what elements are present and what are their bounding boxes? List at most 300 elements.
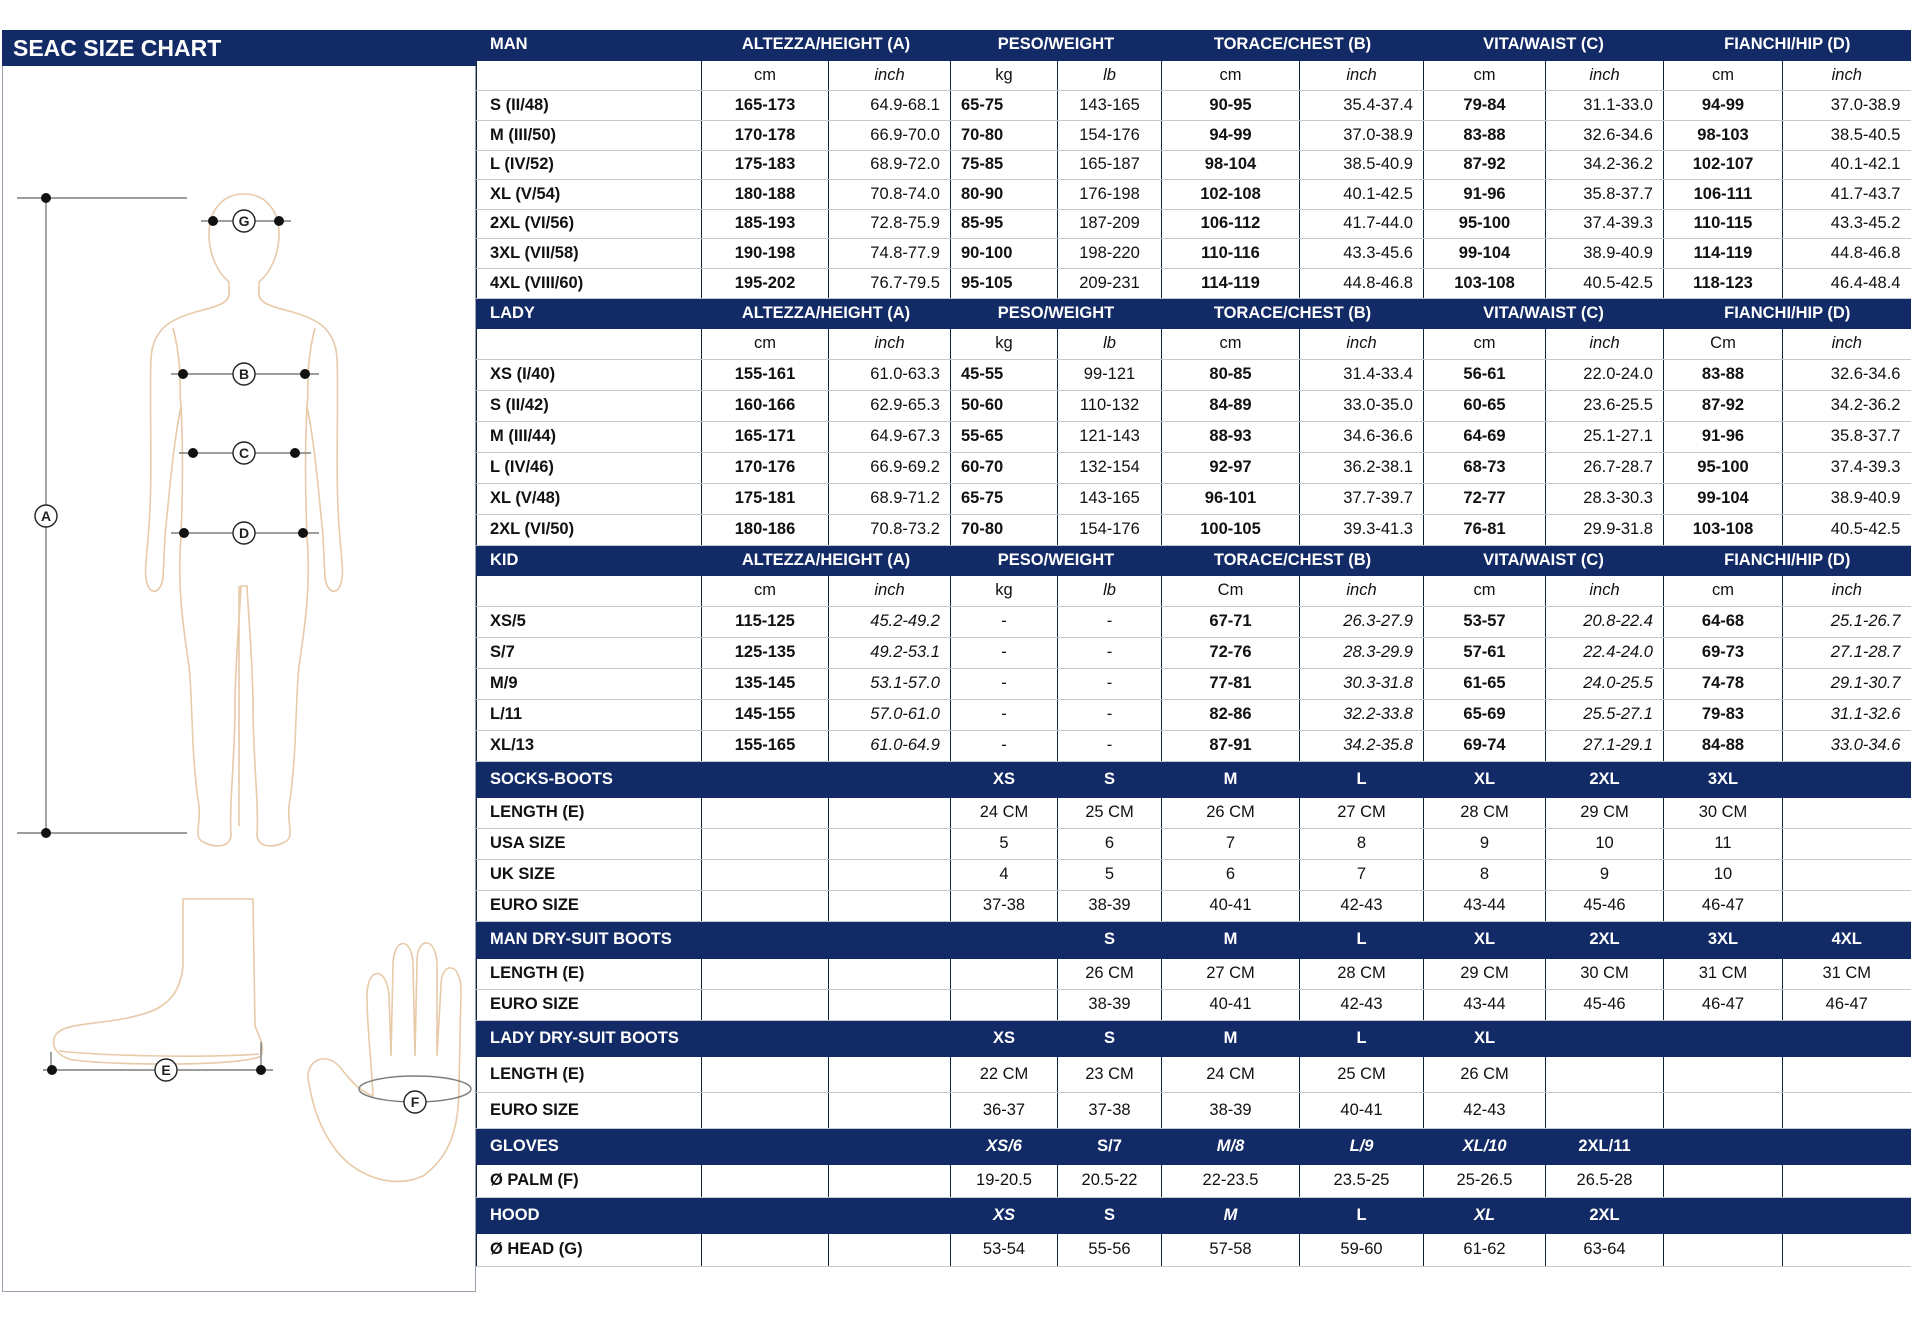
lady-cell: 155-161 bbox=[702, 359, 829, 390]
lady-size-row bbox=[477, 514, 1911, 545]
gloves-cell bbox=[702, 1164, 829, 1197]
man_dry_boots-size-header: M bbox=[1162, 921, 1300, 958]
kid-cell: 27.1-28.7 bbox=[1783, 637, 1911, 668]
hood-size-header: L bbox=[1300, 1197, 1424, 1233]
hood-header-row bbox=[477, 1197, 1911, 1233]
man-size-row bbox=[477, 209, 1911, 238]
gloves-size-header bbox=[1783, 1128, 1911, 1164]
man-cell: 110-116 bbox=[1162, 238, 1300, 268]
man-cell: 72.8-75.9 bbox=[829, 209, 951, 238]
hood-cell: 61-62 bbox=[1424, 1233, 1546, 1266]
hood-size-header bbox=[1783, 1197, 1911, 1233]
man-cell: 41.7-43.7 bbox=[1783, 179, 1911, 209]
lady-cell: 38.9-40.9 bbox=[1783, 483, 1911, 514]
lady-cell: 22.0-24.0 bbox=[1546, 359, 1664, 390]
lady-cell: 110-132 bbox=[1058, 390, 1162, 421]
lady-cell: 121-143 bbox=[1058, 421, 1162, 452]
hood-cell bbox=[702, 1233, 829, 1266]
man_dry_boots-cell: 30 CM bbox=[1546, 958, 1664, 989]
socks_boots-size-header bbox=[702, 761, 829, 797]
lady_dry_boots-row-label: LENGTH (E) bbox=[477, 1056, 702, 1092]
kid-size-row bbox=[477, 606, 1911, 637]
hood-size-header: S bbox=[1058, 1197, 1162, 1233]
man-cell: 34.2-36.2 bbox=[1546, 150, 1664, 179]
gloves-cell bbox=[1783, 1164, 1911, 1197]
lady-cell: 36.2-38.1 bbox=[1300, 452, 1424, 483]
gloves-cell bbox=[829, 1164, 951, 1197]
kid-cell: 61.0-64.9 bbox=[829, 730, 951, 761]
kid-unit-label: Cm bbox=[1162, 575, 1300, 606]
hood-cell bbox=[1664, 1233, 1783, 1266]
lady-cell: 84-89 bbox=[1162, 390, 1300, 421]
socks_boots-cell bbox=[829, 828, 951, 859]
socks_boots-cell: 46-47 bbox=[1664, 890, 1783, 921]
lady-cell: 60-65 bbox=[1424, 390, 1546, 421]
man-cell: 43.3-45.2 bbox=[1783, 209, 1911, 238]
kid-cell: - bbox=[1058, 699, 1162, 730]
kid-cell: 20.8-22.4 bbox=[1546, 606, 1664, 637]
hood-cell: 57-58 bbox=[1162, 1233, 1300, 1266]
socks_boots-cell: 24 CM bbox=[951, 797, 1058, 828]
lady_dry_boots-cell: 23 CM bbox=[1058, 1056, 1162, 1092]
kid-cell: 69-73 bbox=[1664, 637, 1783, 668]
lady_dry_boots-cell: 40-41 bbox=[1300, 1092, 1424, 1128]
man-size-row bbox=[477, 120, 1911, 150]
lady-cell: 95-100 bbox=[1664, 452, 1783, 483]
man-cell: 175-183 bbox=[702, 150, 829, 179]
size-chart-table bbox=[476, 30, 1911, 1267]
socks_boots-cell: 6 bbox=[1058, 828, 1162, 859]
man-cell: 91-96 bbox=[1424, 179, 1546, 209]
lady-column-header: PESO/WEIGHT bbox=[951, 298, 1162, 328]
lady-cell: 25.1-27.1 bbox=[1546, 421, 1664, 452]
lady_dry_boots-cell bbox=[829, 1056, 951, 1092]
socks_boots-cell: 7 bbox=[1162, 828, 1300, 859]
man-size-row bbox=[477, 238, 1911, 268]
svg-text:C: C bbox=[238, 445, 250, 461]
lady-cell: S (II/42) bbox=[477, 390, 702, 421]
man_dry_boots-header-row bbox=[477, 921, 1911, 958]
body-outline-figure bbox=[146, 194, 343, 846]
man-cell: 65-75 bbox=[951, 90, 1058, 120]
kid-cell: 64-68 bbox=[1664, 606, 1783, 637]
kid-cell: 28.3-29.9 bbox=[1300, 637, 1424, 668]
man-header-row bbox=[477, 30, 1911, 60]
marker-f bbox=[404, 1091, 426, 1113]
lady-cell: 65-75 bbox=[951, 483, 1058, 514]
man-cell: 37.4-39.3 bbox=[1546, 209, 1664, 238]
man-size-row bbox=[477, 179, 1911, 209]
socks_boots-cell bbox=[702, 828, 829, 859]
lady-size-row bbox=[477, 359, 1911, 390]
lady_dry_boots-row bbox=[477, 1056, 1911, 1092]
lady-cell: 37.4-39.3 bbox=[1783, 452, 1911, 483]
gloves-size-header: XS/6 bbox=[951, 1128, 1058, 1164]
socks_boots-section-title: SOCKS-BOOTS bbox=[477, 761, 702, 797]
socks_boots-size-header bbox=[829, 761, 951, 797]
lady_dry_boots-cell bbox=[829, 1092, 951, 1128]
kid-cell: 25.5-27.1 bbox=[1546, 699, 1664, 730]
man_dry_boots-cell bbox=[829, 958, 951, 989]
socks_boots-row-label: LENGTH (E) bbox=[477, 797, 702, 828]
man_dry_boots-cell: 46-47 bbox=[1664, 989, 1783, 1020]
measurement-diagram-panel bbox=[2, 66, 476, 1292]
man_dry_boots-size-header: S bbox=[1058, 921, 1162, 958]
man-cell: 185-193 bbox=[702, 209, 829, 238]
man-cell: 83-88 bbox=[1424, 120, 1546, 150]
socks_boots-cell: 37-38 bbox=[951, 890, 1058, 921]
kid-column-header: ALTEZZA/HEIGHT (A) bbox=[702, 545, 951, 575]
hood-size-header bbox=[702, 1197, 829, 1233]
kid-cell: 72-76 bbox=[1162, 637, 1300, 668]
kid-cell: - bbox=[1058, 606, 1162, 637]
lady-unit-label: inch bbox=[1783, 328, 1911, 359]
kid-column-header: TORACE/CHEST (B) bbox=[1162, 545, 1424, 575]
man-cell: 4XL (VIII/60) bbox=[477, 268, 702, 298]
lady-cell: 165-171 bbox=[702, 421, 829, 452]
kid-section-title: KID bbox=[477, 545, 702, 575]
socks_boots-size-header: S bbox=[1058, 761, 1162, 797]
lady_dry_boots-size-header: XL bbox=[1424, 1020, 1546, 1056]
kid-cell: 82-86 bbox=[1162, 699, 1300, 730]
man_dry_boots-cell: 29 CM bbox=[1424, 958, 1546, 989]
socks_boots-row-label: USA SIZE bbox=[477, 828, 702, 859]
lady_dry_boots-cell bbox=[1546, 1056, 1664, 1092]
socks_boots-cell: 7 bbox=[1300, 859, 1424, 890]
hood-row-label: Ø HEAD (G) bbox=[477, 1233, 702, 1266]
marker-g bbox=[233, 210, 255, 232]
lady-cell: 70.8-73.2 bbox=[829, 514, 951, 545]
kid-unit-label: cm bbox=[1424, 575, 1546, 606]
lady-cell: 88-93 bbox=[1162, 421, 1300, 452]
lady_dry_boots-size-header: S bbox=[1058, 1020, 1162, 1056]
hand-outline-figure bbox=[308, 943, 461, 1182]
man_dry_boots-size-header: 3XL bbox=[1664, 921, 1783, 958]
hood-cell: 63-64 bbox=[1546, 1233, 1664, 1266]
kid-cell: 57.0-61.0 bbox=[829, 699, 951, 730]
lady-size-row bbox=[477, 452, 1911, 483]
man-cell: 95-100 bbox=[1424, 209, 1546, 238]
kid-cell: - bbox=[1058, 668, 1162, 699]
man_dry_boots-size-header: XL bbox=[1424, 921, 1546, 958]
man-cell: 38.9-40.9 bbox=[1546, 238, 1664, 268]
man-cell: 106-112 bbox=[1162, 209, 1300, 238]
lady-cell: 99-104 bbox=[1664, 483, 1783, 514]
socks_boots-cell bbox=[1783, 890, 1911, 921]
socks_boots-row bbox=[477, 828, 1911, 859]
lady-cell: 31.4-33.4 bbox=[1300, 359, 1424, 390]
man-column-header: VITA/WAIST (C) bbox=[1424, 30, 1664, 60]
man-cell: 143-165 bbox=[1058, 90, 1162, 120]
kid-unit-label: inch bbox=[1546, 575, 1664, 606]
man_dry_boots-size-header: 2XL bbox=[1546, 921, 1664, 958]
lady-size-row bbox=[477, 421, 1911, 452]
socks_boots-cell: 8 bbox=[1300, 828, 1424, 859]
lady-unit-label: cm bbox=[702, 328, 829, 359]
man-cell: 170-178 bbox=[702, 120, 829, 150]
gloves-cell: 23.5-25 bbox=[1300, 1164, 1424, 1197]
man_dry_boots-cell: 26 CM bbox=[1058, 958, 1162, 989]
man-column-header: TORACE/CHEST (B) bbox=[1162, 30, 1424, 60]
kid-cell: M/9 bbox=[477, 668, 702, 699]
man-cell: 76.7-79.5 bbox=[829, 268, 951, 298]
lady-cell: 32.6-34.6 bbox=[1783, 359, 1911, 390]
kid-cell: 77-81 bbox=[1162, 668, 1300, 699]
lady_dry_boots-size-header: M bbox=[1162, 1020, 1300, 1056]
lady-cell: 40.5-42.5 bbox=[1783, 514, 1911, 545]
lady-cell: M (III/44) bbox=[477, 421, 702, 452]
socks_boots-cell bbox=[702, 890, 829, 921]
man-cell: 110-115 bbox=[1664, 209, 1783, 238]
marker-a bbox=[35, 505, 57, 527]
kid-size-row bbox=[477, 637, 1911, 668]
kid-cell: 24.0-25.5 bbox=[1546, 668, 1664, 699]
man_dry_boots-section-title: MAN DRY-SUIT BOOTS bbox=[477, 921, 702, 958]
gloves-size-header: M/8 bbox=[1162, 1128, 1300, 1164]
man-unit-label: inch bbox=[829, 60, 951, 90]
man-unit-label: lb bbox=[1058, 60, 1162, 90]
lady_dry_boots-section-title: LADY DRY-SUIT BOOTS bbox=[477, 1020, 702, 1056]
man-cell: 41.7-44.0 bbox=[1300, 209, 1424, 238]
man-cell: 165-173 bbox=[702, 90, 829, 120]
kid-cell: 26.3-27.9 bbox=[1300, 606, 1424, 637]
man-cell: 94-99 bbox=[1162, 120, 1300, 150]
man-cell: 165-187 bbox=[1058, 150, 1162, 179]
lady_dry_boots-cell bbox=[1783, 1092, 1911, 1128]
lady_dry_boots-size-header: L bbox=[1300, 1020, 1424, 1056]
lady-cell: 170-176 bbox=[702, 452, 829, 483]
lady-cell: XS (I/40) bbox=[477, 359, 702, 390]
svg-text:G: G bbox=[238, 213, 250, 229]
man-cell: 98-103 bbox=[1664, 120, 1783, 150]
lady-cell: 45-55 bbox=[951, 359, 1058, 390]
man-cell: 35.8-37.7 bbox=[1546, 179, 1664, 209]
lady_dry_boots-size-header bbox=[1664, 1020, 1783, 1056]
lady-cell: 26.7-28.7 bbox=[1546, 452, 1664, 483]
socks_boots-cell: 40-41 bbox=[1162, 890, 1300, 921]
man-cell: 85-95 bbox=[951, 209, 1058, 238]
man_dry_boots-size-header bbox=[951, 921, 1058, 958]
man-cell: 40.5-42.5 bbox=[1546, 268, 1664, 298]
kid-cell: - bbox=[951, 637, 1058, 668]
man_dry_boots-cell: 43-44 bbox=[1424, 989, 1546, 1020]
socks_boots-cell: 29 CM bbox=[1546, 797, 1664, 828]
gloves-size-header: XL/10 bbox=[1424, 1128, 1546, 1164]
man_dry_boots-row bbox=[477, 989, 1911, 1020]
man-cell: 2XL (VI/56) bbox=[477, 209, 702, 238]
man_dry_boots-size-header bbox=[829, 921, 951, 958]
socks_boots-cell: 9 bbox=[1546, 859, 1664, 890]
lady-cell: 37.7-39.7 bbox=[1300, 483, 1424, 514]
kid-cell: 155-165 bbox=[702, 730, 829, 761]
socks_boots-cell bbox=[1783, 828, 1911, 859]
lady-unit-label: inch bbox=[1546, 328, 1664, 359]
man-cell: 44.8-46.8 bbox=[1300, 268, 1424, 298]
lady-cell: 92-97 bbox=[1162, 452, 1300, 483]
hood-cell: 59-60 bbox=[1300, 1233, 1424, 1266]
kid-cell: - bbox=[951, 606, 1058, 637]
lady-cell: 66.9-69.2 bbox=[829, 452, 951, 483]
man-cell: 37.0-38.9 bbox=[1783, 90, 1911, 120]
lady-cell: XL (V/48) bbox=[477, 483, 702, 514]
hood-section-title: HOOD bbox=[477, 1197, 702, 1233]
man_dry_boots-row-label: EURO SIZE bbox=[477, 989, 702, 1020]
lady-cell: 23.6-25.5 bbox=[1546, 390, 1664, 421]
man_dry_boots-row bbox=[477, 958, 1911, 989]
kid-cell: 84-88 bbox=[1664, 730, 1783, 761]
lady_dry_boots-cell bbox=[1664, 1092, 1783, 1128]
man-cell: 94-99 bbox=[1664, 90, 1783, 120]
gloves-cell bbox=[1664, 1164, 1783, 1197]
lady-cell: 34.6-36.6 bbox=[1300, 421, 1424, 452]
socks_boots-cell: 8 bbox=[1424, 859, 1546, 890]
kid-cell: 67-71 bbox=[1162, 606, 1300, 637]
boot-outline-figure bbox=[54, 899, 263, 1064]
man-column-header: PESO/WEIGHT bbox=[951, 30, 1162, 60]
kid-unit-label: cm bbox=[1664, 575, 1783, 606]
lady_dry_boots-cell bbox=[1546, 1092, 1664, 1128]
kid-unit-label: cm bbox=[702, 575, 829, 606]
chart-title: SEAC SIZE CHART bbox=[2, 30, 476, 66]
kid-cell: 31.1-32.6 bbox=[1783, 699, 1911, 730]
socks_boots-cell: 4 bbox=[951, 859, 1058, 890]
lady-unit-label: cm bbox=[1162, 328, 1300, 359]
kid-cell: 49.2-53.1 bbox=[829, 637, 951, 668]
kid-column-header: FIANCHI/HIP (D) bbox=[1664, 545, 1911, 575]
lady-cell: 87-92 bbox=[1664, 390, 1783, 421]
socks_boots-cell: 30 CM bbox=[1664, 797, 1783, 828]
kid-cell: 61-65 bbox=[1424, 668, 1546, 699]
lady_dry_boots-size-header bbox=[1546, 1020, 1664, 1056]
man-cell: 43.3-45.6 bbox=[1300, 238, 1424, 268]
lady-cell: 29.9-31.8 bbox=[1546, 514, 1664, 545]
man-units-row bbox=[477, 60, 1911, 90]
kid-cell: 45.2-49.2 bbox=[829, 606, 951, 637]
lady-cell: 83-88 bbox=[1664, 359, 1783, 390]
man-unit-label: cm bbox=[1424, 60, 1546, 90]
man-cell: 198-220 bbox=[1058, 238, 1162, 268]
man_dry_boots-size-header: L bbox=[1300, 921, 1424, 958]
socks_boots-cell: 43-44 bbox=[1424, 890, 1546, 921]
man-cell: L (IV/52) bbox=[477, 150, 702, 179]
hood-cell: 53-54 bbox=[951, 1233, 1058, 1266]
socks_boots-cell bbox=[1783, 797, 1911, 828]
gloves-header-row bbox=[477, 1128, 1911, 1164]
lady-cell: 60-70 bbox=[951, 452, 1058, 483]
svg-text:F: F bbox=[410, 1094, 420, 1110]
man-section-title: MAN bbox=[477, 30, 702, 60]
marker-c bbox=[233, 442, 255, 464]
gloves-size-header: 2XL/11 bbox=[1546, 1128, 1664, 1164]
man-cell: 195-202 bbox=[702, 268, 829, 298]
kid-unit-label: inch bbox=[829, 575, 951, 606]
kid-cell: XS/5 bbox=[477, 606, 702, 637]
socks_boots-size-header: M bbox=[1162, 761, 1300, 797]
svg-text:B: B bbox=[238, 366, 250, 382]
kid-unit-label: inch bbox=[1300, 575, 1424, 606]
kid-cell: 53.1-57.0 bbox=[829, 668, 951, 699]
man-cell: 37.0-38.9 bbox=[1300, 120, 1424, 150]
lady-unit-label: kg bbox=[951, 328, 1058, 359]
hood-size-header: 2XL bbox=[1546, 1197, 1664, 1233]
kid-unit-label: lb bbox=[1058, 575, 1162, 606]
man-cell: 180-188 bbox=[702, 179, 829, 209]
lady_dry_boots-cell: 24 CM bbox=[1162, 1056, 1300, 1092]
man-cell: 106-111 bbox=[1664, 179, 1783, 209]
socks_boots-cell: 42-43 bbox=[1300, 890, 1424, 921]
kid-header-row bbox=[477, 545, 1911, 575]
man_dry_boots-cell: 38-39 bbox=[1058, 989, 1162, 1020]
socks_boots-cell: 5 bbox=[951, 828, 1058, 859]
man-cell: 46.4-48.4 bbox=[1783, 268, 1911, 298]
gloves-cell: 19-20.5 bbox=[951, 1164, 1058, 1197]
lady-cell: 154-176 bbox=[1058, 514, 1162, 545]
man-cell: 99-104 bbox=[1424, 238, 1546, 268]
marker-b bbox=[233, 363, 255, 385]
lady-unit-label: inch bbox=[829, 328, 951, 359]
marker-d bbox=[233, 522, 255, 544]
lady_dry_boots-size-header bbox=[1783, 1020, 1911, 1056]
man-cell: S (II/48) bbox=[477, 90, 702, 120]
gloves-row bbox=[477, 1164, 1911, 1197]
gloves-row-label: Ø PALM (F) bbox=[477, 1164, 702, 1197]
kid-cell: 65-69 bbox=[1424, 699, 1546, 730]
socks_boots-size-header bbox=[1783, 761, 1911, 797]
lady-cell: 68.9-71.2 bbox=[829, 483, 951, 514]
man-cell: XL (V/54) bbox=[477, 179, 702, 209]
lady_dry_boots-cell bbox=[1664, 1056, 1783, 1092]
socks_boots-cell bbox=[829, 859, 951, 890]
man-unit-label: kg bbox=[951, 60, 1058, 90]
kid-size-row bbox=[477, 668, 1911, 699]
lady-cell: 80-85 bbox=[1162, 359, 1300, 390]
socks_boots-row-label: EURO SIZE bbox=[477, 890, 702, 921]
lady-cell: 96-101 bbox=[1162, 483, 1300, 514]
kid-size-row bbox=[477, 699, 1911, 730]
hood-size-header: XL bbox=[1424, 1197, 1546, 1233]
socks_boots-size-header: L bbox=[1300, 761, 1424, 797]
man_dry_boots-cell: 31 CM bbox=[1664, 958, 1783, 989]
man_dry_boots-cell: 42-43 bbox=[1300, 989, 1424, 1020]
lady-cell: 103-108 bbox=[1664, 514, 1783, 545]
man-unit-label: inch bbox=[1546, 60, 1664, 90]
lady_dry_boots-size-header: XS bbox=[951, 1020, 1058, 1056]
lady_dry_boots-cell: 38-39 bbox=[1162, 1092, 1300, 1128]
gloves-size-header: S/7 bbox=[1058, 1128, 1162, 1164]
lady-cell: 50-60 bbox=[951, 390, 1058, 421]
man-column-header: FIANCHI/HIP (D) bbox=[1664, 30, 1911, 60]
lady-cell: 39.3-41.3 bbox=[1300, 514, 1424, 545]
kid-cell: S/7 bbox=[477, 637, 702, 668]
lady-cell: 91-96 bbox=[1664, 421, 1783, 452]
gloves-cell: 20.5-22 bbox=[1058, 1164, 1162, 1197]
kid-unit-label: kg bbox=[951, 575, 1058, 606]
lady-units-row bbox=[477, 328, 1911, 359]
kid-cell: 34.2-35.8 bbox=[1300, 730, 1424, 761]
socks_boots-cell: 45-46 bbox=[1546, 890, 1664, 921]
man-cell: 70.8-74.0 bbox=[829, 179, 951, 209]
lady_dry_boots-row-label: EURO SIZE bbox=[477, 1092, 702, 1128]
man-cell: 176-198 bbox=[1058, 179, 1162, 209]
man-cell: 190-198 bbox=[702, 238, 829, 268]
man_dry_boots-cell: 46-47 bbox=[1783, 989, 1911, 1020]
lady-cell: 99-121 bbox=[1058, 359, 1162, 390]
lady_dry_boots-cell: 42-43 bbox=[1424, 1092, 1546, 1128]
socks_boots-cell: 9 bbox=[1424, 828, 1546, 859]
man-unit-label: cm bbox=[1664, 60, 1783, 90]
kid-unit-label: inch bbox=[1783, 575, 1911, 606]
marker-e bbox=[155, 1059, 177, 1081]
